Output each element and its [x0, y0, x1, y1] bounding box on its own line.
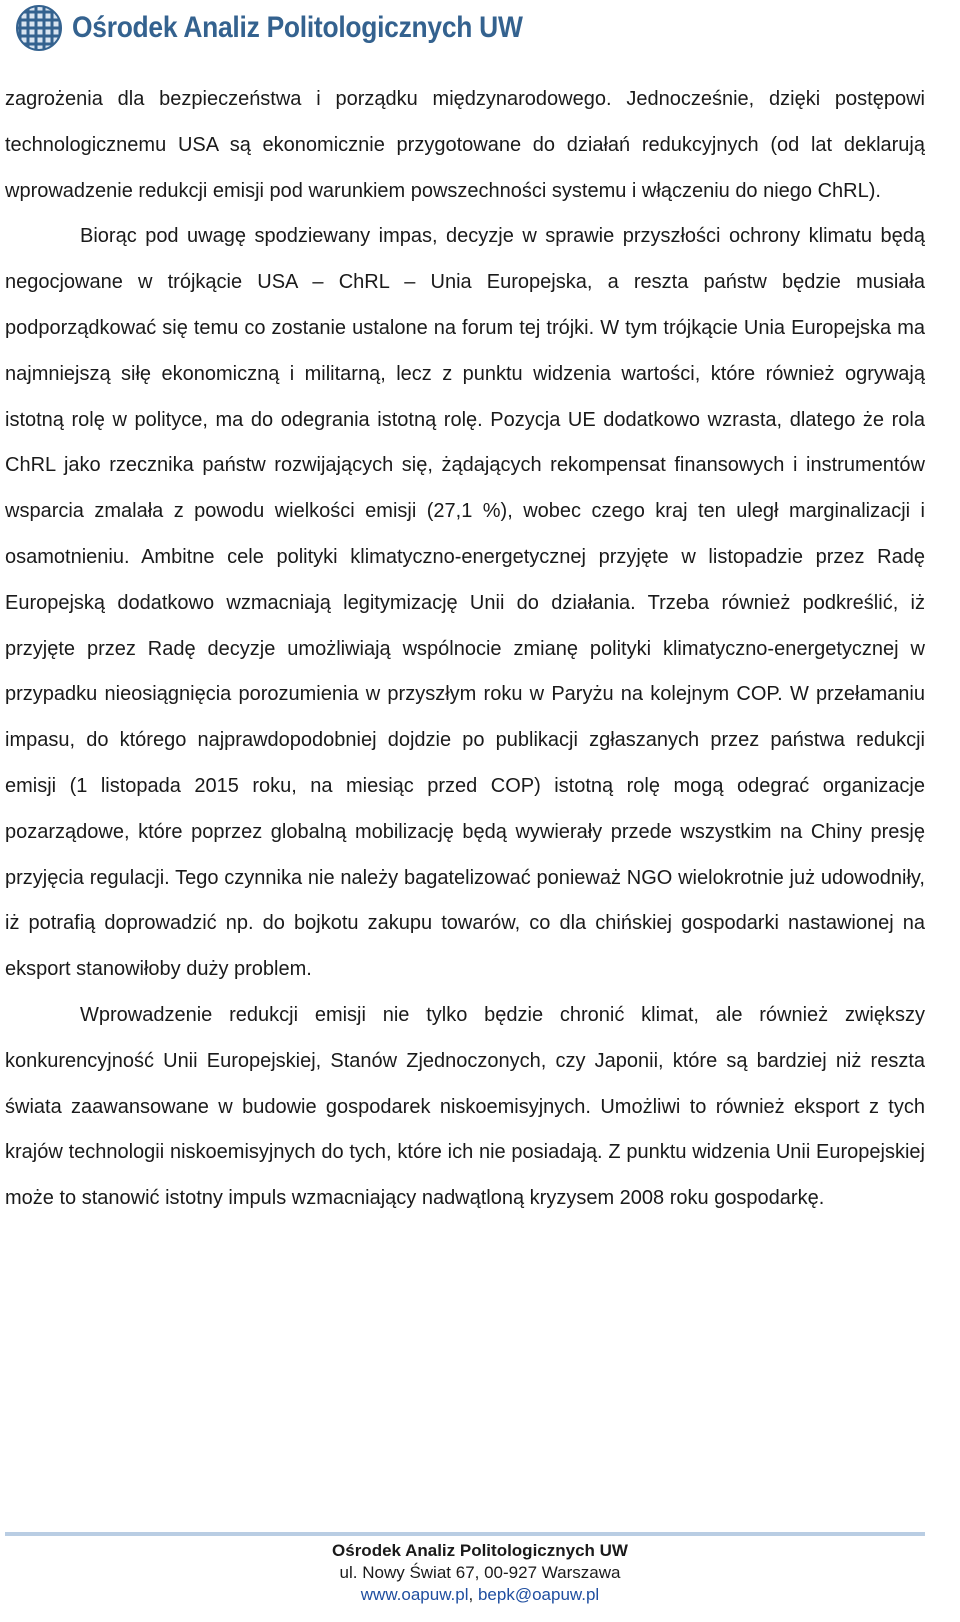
email-link[interactable]: bepk@oapuw.pl [477, 1585, 600, 1604]
page-header [14, 0, 584, 56]
footer-address: ul. Nowy Świat 67, 00-927 Warszawa [339, 1563, 621, 1582]
paragraph: Wprowadzenie redukcji emisji nie tylko będzie chronić klimat, ale również zwiększy konkurencyjność Unii Europejskiej, Stanów Zjednoczonych, czy Japonii, które są bardziej niż reszta świata zaawansowane w budowie gospodarek niskoemisyjnych. Umożliwi to również eksport z tych krajów technologii niskoemisyjnych do tych, które ich nie posiadają. Z punktu widzenia Unii Europejskiej może to stanowić istotny impuls wzmacniający nadwątloną kryzysem 2008 roku gospodarkę. [5, 1003, 925, 1210]
logo-title: Ośrodek Analiz Politologicznych UW [72, 11, 523, 44]
document-body [5, 77, 925, 1222]
website-link[interactable]: www.oapuw.pl [360, 1585, 469, 1604]
page-footer [0, 1540, 960, 1606]
contact-separator: , [468, 1585, 478, 1604]
footer-divider [5, 1532, 925, 1536]
footer-contact [0, 1584, 960, 1606]
footer-org-name: Ośrodek Analiz Politologicznych UW [332, 1541, 628, 1560]
paragraph: Biorąc pod uwagę spodziewany impas, decyzje w sprawie przyszłości ochrony klimatu będą negocjowane w trójkącie USA – ChRL – Unia Europejska, a reszta państw będzie musiała podporządkować się temu co zostanie ustalone na forum tej trójki. W tym trójkącie Unia Europejska ma najmniejszą siłę ekonomiczną i militarną, lecz z punktu widzenia wartości, które również ogrywają istotną rolę w polityce, ma do odegrania istotną rolę. Pozycja UE dodatkowo wzrasta, dlatego że rola ChRL jako rzecznika państw rozwijających się, żądających rekompensat finansowych i instrumentów wsparcia zmalała z powodu wielkości emisji (27,1 %), wobec czego kraj ten uległ marginalizacji i osamotnieniu. Ambitne cele polityki klimatyczno-energetycznej przyjęte w listopadzie przez Radę Europejską dodatkowo wzmacniają legitymizację Unii do działania. Trzeba również podkreślić, iż przyjęte przez Radę decyzje umożliwiają wspólnocie zmianę polityki klimatyczno-energetycznej w przypadku nieosiągnięcia porozumienia w przyszłym roku w Paryżu na kolejnym COP. W przełamaniu impasu, do którego najprawdopodobniej dojdzie po publikacji zgłaszanych przez państwa redukcji emisji (1 listopada 2015 roku, na miesiąc przed COP) istotną rolę mogą odegrać organizacje pozarządowe, które poprzez globalną mobilizację będą wywierały przede wszystkim na Chiny presję przyjęcia regulacji. Tego czynnika nie należy bagatelizować ponieważ NGO wielokrotnie już udowodniły, iż potrafią doprowadzić np. do bojkotu zakupu towarów, co dla chińskiej gospodarki nastawionej na eksport stanowiłoby duży problem. [5, 225, 925, 981]
globe-grid-icon [14, 3, 64, 53]
paragraph: zagrożenia dla bezpieczeństwa i porządku międzynarodowego. Jednocześnie, dzięki postępowi technologicznemu USA są ekonomicznie przygotowane do działań redukcyjnych (od lat deklarują wprowadzenie redukcji emisji pod warunkiem powszechności systemu i włączeniu do niego ChRL). [5, 88, 925, 202]
